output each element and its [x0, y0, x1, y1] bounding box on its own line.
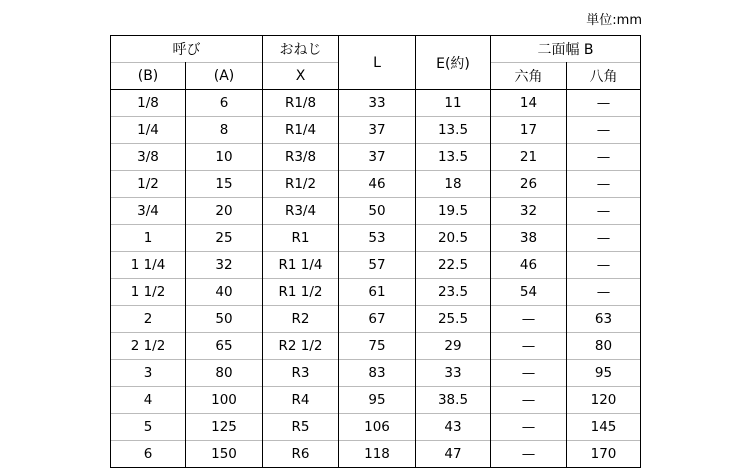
cell-e: 13.5: [416, 117, 491, 144]
cell-a: 125: [186, 414, 263, 441]
cell-hex: 14: [491, 90, 567, 117]
cell-oct: 63: [567, 306, 641, 333]
cell-b: 1/2: [111, 171, 186, 198]
cell-l: 37: [339, 117, 416, 144]
table-row: [111, 144, 641, 171]
cell-oct: —: [567, 225, 641, 252]
cell-x: R3/8: [263, 144, 339, 171]
cell-x: R6: [263, 441, 339, 468]
table-row: [111, 279, 641, 306]
table-row: [111, 333, 641, 360]
table-row: [111, 387, 641, 414]
cell-a: 150: [186, 441, 263, 468]
cell-a: 50: [186, 306, 263, 333]
cell-a: 80: [186, 360, 263, 387]
cell-x: R1 1/4: [263, 252, 339, 279]
cell-e: 11: [416, 90, 491, 117]
cell-l: 53: [339, 225, 416, 252]
cell-b: 2: [111, 306, 186, 333]
cell-a: 32: [186, 252, 263, 279]
cell-b: 1/4: [111, 117, 186, 144]
cell-hex: 54: [491, 279, 567, 306]
cell-oct: 80: [567, 333, 641, 360]
cell-b: 1 1/4: [111, 252, 186, 279]
header-oneji: おねじ: [263, 36, 339, 63]
cell-e: 19.5: [416, 198, 491, 225]
cell-x: R2: [263, 306, 339, 333]
cell-oct: —: [567, 90, 641, 117]
table-row: [111, 360, 641, 387]
header-rokkaku: 六角: [491, 63, 567, 90]
header-e: E(約): [416, 36, 491, 90]
cell-e: 43: [416, 414, 491, 441]
cell-a: 40: [186, 279, 263, 306]
cell-x: R1/4: [263, 117, 339, 144]
cell-x: R5: [263, 414, 339, 441]
header-hakkaku: 八角: [567, 63, 641, 90]
cell-b: 5: [111, 414, 186, 441]
cell-oct: —: [567, 252, 641, 279]
cell-hex: —: [491, 414, 567, 441]
cell-oct: —: [567, 279, 641, 306]
cell-hex: 21: [491, 144, 567, 171]
cell-e: 25.5: [416, 306, 491, 333]
table-row: [111, 171, 641, 198]
cell-l: 37: [339, 144, 416, 171]
cell-l: 106: [339, 414, 416, 441]
cell-oct: 95: [567, 360, 641, 387]
cell-b: 4: [111, 387, 186, 414]
table-body: [111, 90, 641, 468]
cell-a: 10: [186, 144, 263, 171]
table-row: [111, 414, 641, 441]
cell-b: 3: [111, 360, 186, 387]
cell-x: R3/4: [263, 198, 339, 225]
cell-b: 1 1/2: [111, 279, 186, 306]
cell-l: 83: [339, 360, 416, 387]
cell-l: 67: [339, 306, 416, 333]
cell-hex: 17: [491, 117, 567, 144]
cell-b: 6: [111, 441, 186, 468]
cell-l: 33: [339, 90, 416, 117]
cell-x: R1/2: [263, 171, 339, 198]
cell-oct: —: [567, 144, 641, 171]
cell-x: R4: [263, 387, 339, 414]
unit-label: 単位:mm: [586, 13, 642, 28]
cell-a: 25: [186, 225, 263, 252]
table-row: [111, 198, 641, 225]
cell-l: 61: [339, 279, 416, 306]
cell-b: 3/4: [111, 198, 186, 225]
cell-oct: —: [567, 198, 641, 225]
table-row: [111, 306, 641, 333]
cell-a: 15: [186, 171, 263, 198]
cell-a: 100: [186, 387, 263, 414]
table-row: [111, 90, 641, 117]
cell-a: 8: [186, 117, 263, 144]
cell-l: 95: [339, 387, 416, 414]
table-row: [111, 225, 641, 252]
cell-x: R2 1/2: [263, 333, 339, 360]
cell-hex: 38: [491, 225, 567, 252]
header-nimenhaba: 二面幅 B: [491, 36, 641, 63]
cell-b: 1: [111, 225, 186, 252]
cell-e: 13.5: [416, 144, 491, 171]
cell-e: 18: [416, 171, 491, 198]
cell-e: 29: [416, 333, 491, 360]
table-row: [111, 252, 641, 279]
cell-oct: 145: [567, 414, 641, 441]
cell-l: 57: [339, 252, 416, 279]
cell-e: 22.5: [416, 252, 491, 279]
header-b: (B): [111, 63, 186, 90]
cell-hex: 26: [491, 171, 567, 198]
cell-b: 3/8: [111, 144, 186, 171]
cell-e: 23.5: [416, 279, 491, 306]
cell-hex: 46: [491, 252, 567, 279]
cell-hex: —: [491, 387, 567, 414]
cell-a: 65: [186, 333, 263, 360]
header-a: (A): [186, 63, 263, 90]
cell-oct: —: [567, 117, 641, 144]
cell-hex: —: [491, 333, 567, 360]
cell-x: R1: [263, 225, 339, 252]
cell-e: 20.5: [416, 225, 491, 252]
header-x: X: [263, 63, 339, 90]
cell-e: 47: [416, 441, 491, 468]
cell-e: 33: [416, 360, 491, 387]
cell-hex: —: [491, 441, 567, 468]
dimension-table: [110, 35, 641, 468]
cell-b: 1/8: [111, 90, 186, 117]
cell-x: R1 1/2: [263, 279, 339, 306]
cell-x: R3: [263, 360, 339, 387]
cell-l: 118: [339, 441, 416, 468]
cell-hex: —: [491, 360, 567, 387]
cell-l: 75: [339, 333, 416, 360]
cell-b: 2 1/2: [111, 333, 186, 360]
cell-oct: —: [567, 171, 641, 198]
cell-hex: —: [491, 306, 567, 333]
cell-l: 46: [339, 171, 416, 198]
cell-l: 50: [339, 198, 416, 225]
cell-a: 6: [186, 90, 263, 117]
cell-hex: 32: [491, 198, 567, 225]
cell-a: 20: [186, 198, 263, 225]
header-l: L: [339, 36, 416, 90]
cell-x: R1/8: [263, 90, 339, 117]
cell-oct: 120: [567, 387, 641, 414]
cell-e: 38.5: [416, 387, 491, 414]
header-yobi: 呼び: [111, 36, 263, 63]
table-row: [111, 117, 641, 144]
table-row: [111, 441, 641, 468]
cell-oct: 170: [567, 441, 641, 468]
